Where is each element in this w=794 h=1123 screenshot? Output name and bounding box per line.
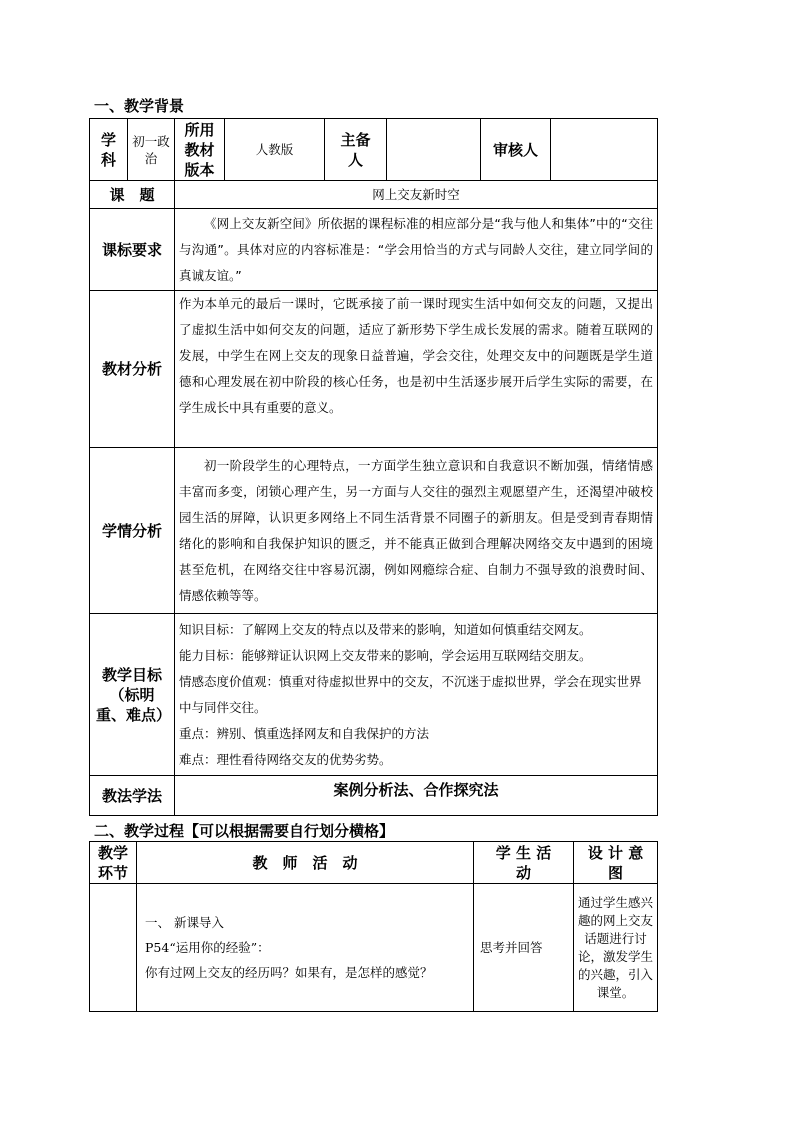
goal-key-point: 重点：辨别、慎重选择网友和自我保护的方法 bbox=[179, 725, 430, 741]
method-label: 教法学法 bbox=[90, 776, 175, 816]
teacher-line: P54“运用你的经验”： bbox=[145, 940, 270, 955]
material-text: 作为本单元的最后一课时，它既承接了前一课时现实生活中如何交友的问题，又提出了虚拟生活中如何交友的问题，适应了新形势下学生成长发展的需求。随着互联网的发展，中学生在网上交友的现象日益普遍，学会交往，处理交友中的问题既是学生道德和心理发展在初中阶段的核心任务，也是初中生活逐步展开后学生实际的需要，在学生成长中具有重要的意义。 bbox=[175, 291, 658, 448]
teaching-process-table bbox=[89, 841, 658, 1012]
header-teacher-activity: 教 师 活 动 bbox=[137, 842, 474, 884]
student-activity-cell: 思考并回答 bbox=[474, 884, 574, 1012]
header-student-activity: 学 生 活 动 bbox=[474, 842, 574, 884]
standard-text: 《网上交友新空间》所依据的课程标准的相应部分是“我与他人和集体”中的“交往与沟通”。具体对应的内容标准是：“学会用恰当的方式与同龄人交往，建立同学间的真诚友谊。” bbox=[175, 209, 658, 291]
preparer-label: 主备人 bbox=[325, 119, 387, 181]
subject-value: 初一政治 bbox=[128, 119, 175, 181]
design-intent-cell: 通过学生感兴趣的网上交友话题进行讨论，激发学生的兴趣，引入课堂。 bbox=[574, 884, 658, 1012]
section2-title: 二、教学过程【可以根据需要自行划分横格】 bbox=[94, 822, 395, 840]
goal-knowledge: 知识目标：了解网上交友的特点以及带来的影响，知道如何慎重结交网友。 bbox=[179, 621, 592, 637]
reviewer-label: 审核人 bbox=[481, 119, 551, 181]
table-row bbox=[90, 884, 658, 1012]
section1-title: 一、教学背景 bbox=[94, 97, 185, 115]
student-analysis-text: 初一阶段学生的心理特点，一方面学生独立意识和自我意识不断加强，情绪情感丰富而多变，闭锁心理产生，另一方面与人交往的强烈主观愿望产生，还渴望冲破校园生活的屏障，认识更多网络上不同生活背景不同圈子的新朋友。但是受到青春期情绪化的影响和自我保护知识的匮乏，并不能真正做到合理解决网络交友中遇到的困境甚至危机，在网络交往中容易沉溺，例如网瘾综合症、自制力不强导致的浪费时间、情感依赖等等。 bbox=[175, 448, 658, 614]
reviewer-value bbox=[551, 119, 658, 181]
header-stage: 教学环节 bbox=[90, 842, 137, 884]
goal-difficult-point: 难点：理性看待网络交友的优势劣势。 bbox=[179, 751, 392, 767]
subject-label: 学科 bbox=[90, 119, 128, 181]
teacher-line: 你有过网上交友的经历吗？如果有，是怎样的感觉？ bbox=[145, 965, 433, 980]
goals-label: 教学目标（标明重、难点） bbox=[90, 614, 175, 776]
header-design-intent: 设 计 意 图 bbox=[574, 842, 658, 884]
lesson-label: 课 题 bbox=[90, 181, 175, 209]
textbook-value: 人教版 bbox=[225, 119, 325, 181]
preparer-value bbox=[387, 119, 481, 181]
teaching-background-table bbox=[89, 118, 658, 816]
material-label: 教材分析 bbox=[90, 291, 175, 448]
goal-ability: 能力目标：能够辩证认识网上交友带来的影响，学会运用互联网结交朋友。 bbox=[179, 647, 592, 663]
lesson-value: 网上交友新时空 bbox=[175, 181, 658, 209]
teacher-activity-cell bbox=[137, 884, 474, 1012]
method-value: 案例分析法、合作探究法 bbox=[175, 776, 658, 816]
teacher-line: 一、 新课导入 bbox=[145, 915, 224, 930]
standard-label: 课标要求 bbox=[90, 209, 175, 291]
student-analysis-label: 学情分析 bbox=[90, 448, 175, 614]
textbook-label: 所用教材版本 bbox=[175, 119, 225, 181]
goals-list bbox=[175, 614, 658, 776]
stage-cell bbox=[90, 884, 137, 1012]
goal-attitude: 情感态度价值观：慎重对待虚拟世界中的交友，不沉迷于虚拟世界，学会在现实世界中与同伴交往。 bbox=[179, 673, 642, 715]
